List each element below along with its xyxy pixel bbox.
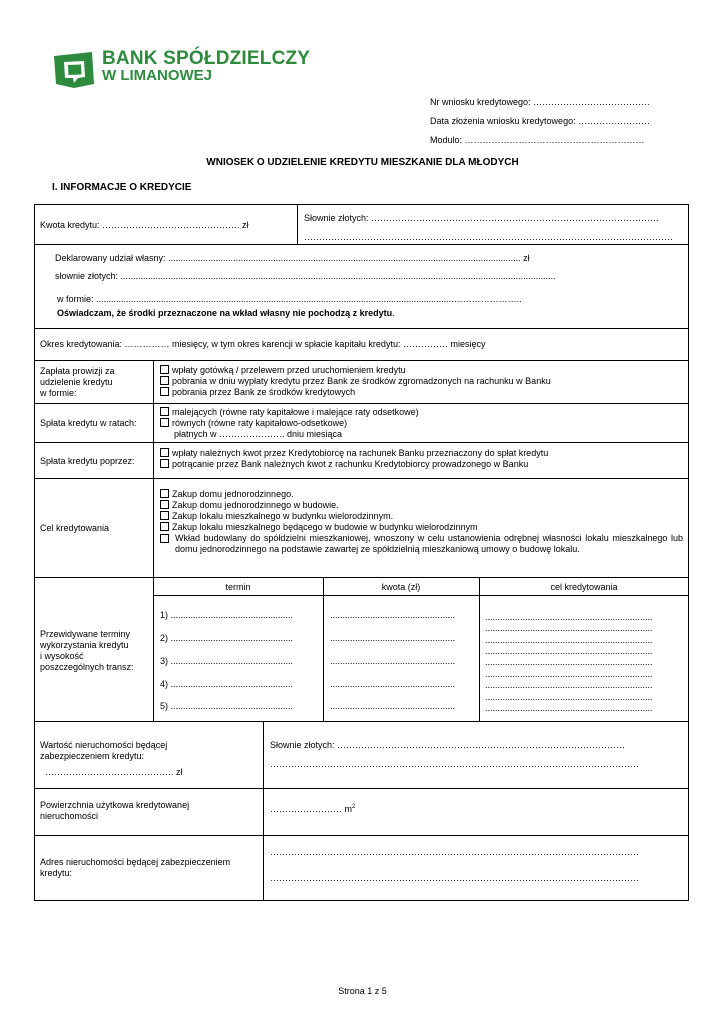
- powierzchnia-row: [34, 789, 689, 836]
- col-header-kwota: kwota (zł): [381, 582, 421, 592]
- transze-label-1: Przewidywane terminy: [40, 629, 131, 639]
- kwota-field[interactable]: Kwota kredytu: ………………………………………. zł: [40, 220, 249, 230]
- powierzchnia-label-2: nieruchomości: [40, 811, 99, 821]
- raty-opt2-label: równych (równe raty kapitałowo-odsetkowe): [172, 418, 348, 428]
- udzial-slownie-field[interactable]: słownie złotych: ..............................................................................................................................................................................: [55, 271, 556, 281]
- powierzchnia-value: …………………… m: [270, 804, 352, 814]
- prowizja-row: [34, 361, 689, 404]
- cel-opt2-checkbox[interactable]: [160, 500, 169, 509]
- prowizja-opt2-label: pobrania w dniu wypłaty kredytu przez Bank ze środków zgromadzonych na rachunku w Banku: [172, 376, 551, 386]
- okres-field[interactable]: Okres kredytowania: …………… miesięcy, w tym okres karencji w spłacie kapitału kredytu: …………… miesięcy: [40, 339, 486, 349]
- cel-opt2-label: Zakup domu jednorodzinnego w budowie.: [172, 500, 339, 510]
- bank-logo: [52, 50, 310, 92]
- cel-opt3-label: Zakup lokalu mieszkalnego w budynku wielorodzinnym.: [172, 511, 394, 521]
- prowizja-label-2: udzielenie kredytu: [40, 377, 113, 387]
- col-header-termin: termin: [225, 582, 251, 592]
- powierzchnia-unit-sup: 2: [352, 804, 356, 810]
- adres-row: [34, 836, 689, 901]
- raty-opt2-checkbox[interactable]: [160, 418, 169, 427]
- transza-kwota-4[interactable]: ..................................................: [330, 679, 456, 689]
- poprzez-row: [34, 443, 689, 479]
- poprzez-opt2-checkbox[interactable]: [160, 459, 169, 468]
- cel-row: [34, 479, 689, 578]
- prowizja-opt1-checkbox[interactable]: [160, 365, 169, 374]
- transza-termin-4[interactable]: 4) .................................................: [160, 679, 294, 689]
- cel-opt1-checkbox[interactable]: [160, 489, 169, 498]
- raty-dzien-field[interactable]: płatnych w …………………. dniu miesiąca: [174, 429, 343, 439]
- prowizja-opt3-checkbox[interactable]: [160, 387, 169, 396]
- wartosc-row: [34, 722, 689, 789]
- transza-cel-line-6[interactable]: ...................................................................: [485, 669, 653, 679]
- transza-cel-line-8[interactable]: ...................................................................: [485, 692, 653, 702]
- raty-label: Spłata kredytu w ratach:: [40, 418, 137, 428]
- udzial-forma-field[interactable]: w formie: ...............................................................................................................................................…………………..: [57, 294, 522, 304]
- transza-termin-1[interactable]: 1) .................................................: [160, 610, 294, 620]
- okres-row: [34, 329, 689, 361]
- raty-opt1-label: malejących (równe raty kapitałowe i malejące raty odsetkowe): [172, 407, 419, 417]
- poprzez-opt2-label: potrącanie przez Bank należnych kwot z rachunku Kredytobiorcy prowadzonego w Banku: [172, 459, 529, 469]
- transze-label-4: poszczególnych transz:: [40, 662, 134, 672]
- transze-label-2: wykorzystania kredytu: [40, 640, 129, 650]
- nr-wniosku-field[interactable]: Nr wniosku kredytowego: …………………………………: [430, 97, 651, 107]
- adres-label-1: Adres nieruchomości będącej zabezpieczeniem: [40, 857, 231, 867]
- document-title: WNIOSEK O UDZIELENIE KREDYTU MIESZKANIE DLA MŁODYCH: [206, 157, 519, 168]
- poprzez-opt1-checkbox[interactable]: [160, 448, 169, 457]
- wartosc-amount-field[interactable]: ……………………………………. zł: [45, 767, 183, 777]
- kwota-slownie-line-2[interactable]: ……………………………………………………………………………………………………………: [304, 232, 673, 242]
- transza-cel-line-5[interactable]: ...................................................................: [485, 657, 653, 667]
- wartosc-label-2: zabezpieczeniem kredytu:: [40, 751, 145, 761]
- prowizja-label-1: Zapłata prowizji za: [40, 366, 115, 376]
- powierzchnia-field[interactable]: [270, 804, 355, 814]
- cel-opt5-checkbox[interactable]: [160, 534, 169, 543]
- wartosc-label-1: Wartość nieruchomości będącej: [40, 740, 168, 750]
- kwota-slownie-line-1[interactable]: Słownie złotych: ……………………………………………………………………………………: [304, 213, 660, 223]
- logo-line-2: W LIMANOWEJ: [102, 67, 212, 84]
- poprzez-label: Spłata kredytu poprzez:: [40, 456, 135, 466]
- transza-kwota-5[interactable]: ..................................................: [330, 701, 456, 711]
- transza-kwota-1[interactable]: ..................................................: [330, 610, 456, 620]
- prowizja-label-3: w formie:: [40, 388, 77, 398]
- transza-termin-3[interactable]: 3) .................................................: [160, 656, 294, 666]
- bank-logo-icon: [52, 50, 96, 92]
- udzial-oswiadczenie-dot: .: [392, 308, 395, 318]
- udzial-oswiadczenie-text: Oświadczam, że środki przeznaczone na wkład własny nie pochodzą z kredytu: [57, 308, 393, 318]
- wartosc-slownie-line-1[interactable]: Słownie złotych: ……………………………………………………………………………………: [270, 740, 626, 750]
- adres-line-1[interactable]: ……………………………………………………………………………………………………………: [270, 847, 639, 857]
- transza-kwota-2[interactable]: ..................................................: [330, 633, 456, 643]
- transza-cel-line-7[interactable]: ...................................................................: [485, 680, 653, 690]
- powierzchnia-label-1: Powierzchnia użytkowa kredytowanej: [40, 800, 190, 810]
- data-zlozenia-field[interactable]: Data złożenia wniosku kredytowego: ……………………: [430, 116, 651, 126]
- wartosc-slownie-line-2[interactable]: ……………………………………………………………………………………………………………: [270, 759, 639, 769]
- transza-kwota-3[interactable]: ..................................................: [330, 656, 456, 666]
- col-header-cel: cel kredytowania: [550, 582, 618, 592]
- cel-opt5-label: Wkład budowlany do spółdzielni mieszkaniowej, wnoszony w celu ustanowienia odrębnej własności lokalu mieszkalnego lub domu jednorodzinnego na podstawie zawartej ze spółdzielnią mieszkaniową umowy o budowę lokalu.: [175, 533, 683, 554]
- transze-label-3: i wysokość: [40, 651, 84, 661]
- raty-row: [34, 404, 689, 443]
- udzial-row: [34, 245, 689, 329]
- section-heading: I. INFORMACJE O KREDYCIE: [52, 182, 192, 193]
- transza-cel-line-4[interactable]: ...................................................................: [485, 646, 653, 656]
- cel-opt1-label: Zakup domu jednorodzinnego.: [172, 489, 294, 499]
- cel-opt4-checkbox[interactable]: [160, 522, 169, 531]
- prowizja-opt2-checkbox[interactable]: [160, 376, 169, 385]
- udzial-oswiadczenie: [57, 308, 395, 318]
- prowizja-opt3-label: pobrania przez Bank ze środków kredytowych: [172, 387, 356, 397]
- transza-cel-line-3[interactable]: ...................................................................: [485, 635, 653, 645]
- poprzez-opt1-label: wpłaty należnych kwot przez Kredytobiorcę na rachunek Banku przeznaczony do spłat kredytu: [172, 448, 549, 458]
- transza-termin-2[interactable]: 2) .................................................: [160, 633, 294, 643]
- cel-label: Cel kredytowania: [40, 523, 110, 533]
- transza-cel-line-1[interactable]: ...................................................................: [485, 612, 653, 622]
- adres-label-2: kredytu:: [40, 868, 73, 878]
- transze-row: [34, 578, 689, 722]
- raty-opt1-checkbox[interactable]: [160, 407, 169, 416]
- kwota-row: [34, 204, 689, 245]
- modulo-field[interactable]: Modulo: ……………………………………………………: [430, 135, 645, 145]
- transza-cel-line-9[interactable]: ...................................................................: [485, 703, 653, 713]
- cel-opt3-checkbox[interactable]: [160, 511, 169, 520]
- prowizja-opt1-label: wpłaty gotówką / przelewem przed uruchomieniem kredytu: [172, 365, 406, 375]
- transza-termin-5[interactable]: 5) .................................................: [160, 701, 294, 711]
- udzial-amount-field[interactable]: Deklarowany udział własny: ............................................................................................................................................. zł: [55, 253, 530, 263]
- adres-line-2[interactable]: ……………………………………………………………………………………………………………: [270, 873, 639, 883]
- transza-cel-line-2[interactable]: ...................................................................: [485, 623, 653, 633]
- cel-opt4-label: Zakup lokalu mieszkalnego będącego w budowie w budynku wielorodzinnym: [172, 522, 478, 532]
- logo-line-1: BANK SPÓŁDZIELCZY: [102, 48, 311, 69]
- page-number: Strona 1 z 5: [338, 986, 387, 996]
